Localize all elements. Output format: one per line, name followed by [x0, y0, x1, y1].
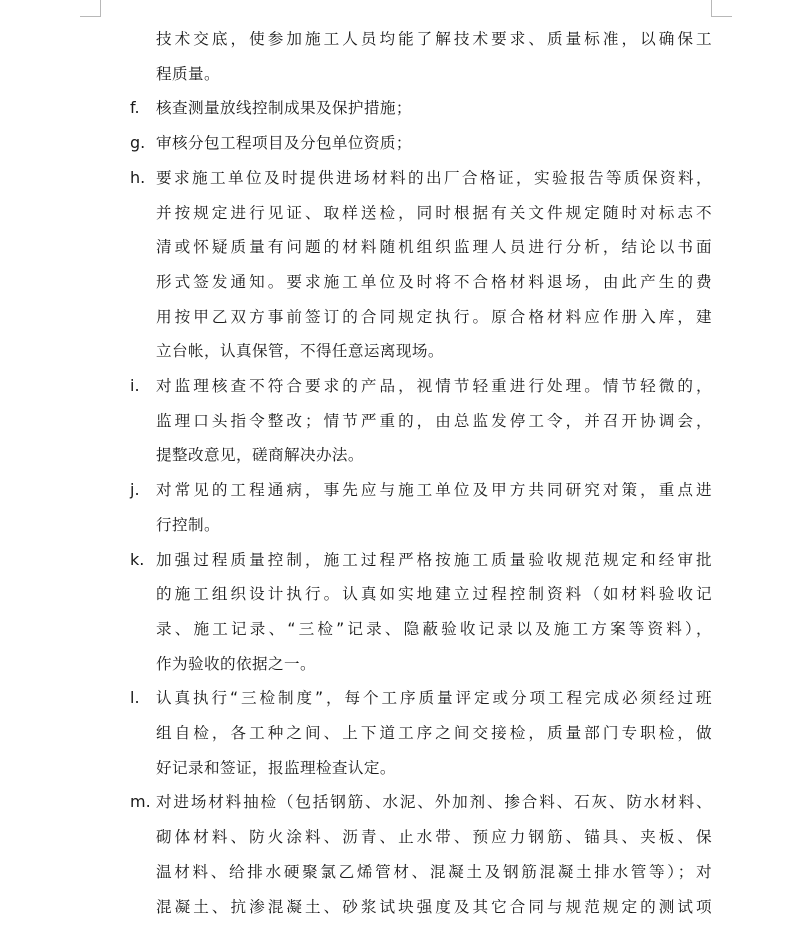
text-line: 对进场材料抽检（包括钢筋、水泥、外加剂、掺合料、石灰、防水材料、: [156, 793, 712, 812]
text-line: 要求施工单位及时提供进场材料的出厂合格证，实验报告等质保资料，: [156, 168, 712, 187]
list-marker: h.: [130, 167, 146, 187]
text-line: 立台帐，认真保管，不得任意运离现场。: [156, 342, 444, 361]
page-corner-mark-right: [711, 0, 732, 17]
list-marker: i.: [130, 376, 140, 396]
text-line: 技术交底，使参加施工人员均能了解技术要求、质量标准，以确保工: [156, 30, 712, 48]
text-line: 加强过程质量控制，施工过程严格按施工质量验收规范规定和经审批: [156, 550, 712, 569]
list-item-text: [156, 681, 712, 785]
text-line: 对监理核查不符合要求的产品，视情节轻重进行处理。情节轻微的，: [156, 377, 712, 396]
list-marker: f.: [130, 98, 140, 118]
list-marker: m.: [130, 792, 151, 812]
list-marker: k.: [130, 549, 145, 569]
list-item-text: [156, 369, 712, 473]
list-item-i: [130, 369, 712, 473]
text-line: 组自检，各工种之间、上下道工序之间交接检，质量部门专职检，做: [156, 724, 712, 743]
list-item-text: [156, 473, 712, 542]
list-marker: l.: [130, 688, 140, 708]
text-line: 作为验收的依据之一。: [156, 654, 316, 673]
text-line: 并按规定进行见证、取样送检，同时根据有关文件规定随时对标志不: [156, 203, 712, 222]
text-line: 形式签发通知。要求施工单位及时将不合格材料退场，由此产生的费: [156, 272, 712, 291]
text-line: 砌体材料、防火涂料、沥青、止水带、预应力钢筋、锚具、夹板、保: [156, 828, 712, 847]
page-corner-mark-left: [80, 0, 101, 17]
text-line: 用按甲乙双方事前签订的合同规定执行。原合格材料应作册入库，建: [156, 307, 712, 326]
list-item-h: [130, 161, 712, 369]
paragraph-text: [130, 22, 712, 91]
list-item-text: [156, 543, 712, 682]
text-line: 的施工组织设计执行。认真如实地建立过程控制资料（如材料验收记: [156, 585, 712, 604]
list-item-text: [156, 91, 712, 126]
text-line: 程质量。: [156, 64, 220, 83]
document-body: [130, 22, 712, 924]
list-marker: j.: [130, 480, 140, 500]
text-line: 混凝土、抗渗混凝土、砂浆试块强度及其它合同与规范规定的测试项: [156, 897, 712, 916]
list-item-text: [156, 161, 712, 369]
text-line: 温材料、给排水硬聚氯乙烯管材、混凝土及钢筋混凝土排水管等）；对: [156, 862, 712, 881]
text-line: 核查测量放线控制成果及保护措施；: [156, 99, 412, 118]
list-item-l: [130, 681, 712, 785]
text-line: 审核分包工程项目及分包单位资质；: [156, 134, 412, 153]
list-item-g: [130, 126, 712, 161]
text-line: 监理口头指令整改；情节严重的，由总监发停工令，并召开协调会，: [156, 411, 712, 430]
list-item-text: [156, 785, 712, 924]
text-line: 清或怀疑质量有问题的材料随机组织监理人员进行分析，结论以书面: [156, 238, 712, 257]
list-marker: g.: [130, 133, 146, 153]
text-line: 行控制。: [156, 515, 220, 534]
text-line: 提整改意见，磋商解决办法。: [156, 446, 364, 465]
text-line: 录、施工记录、“三检”记录、隐蔽验收记录以及施工方案等资料），: [156, 619, 712, 638]
paragraph-continuation: [130, 22, 712, 91]
list-item-m: [130, 785, 712, 924]
list-item-f: [130, 91, 712, 126]
list-item-k: [130, 543, 712, 682]
list-item-text: [156, 126, 712, 161]
text-line: 好记录和签证，报监理检查认定。: [156, 758, 396, 777]
text-line: 对常见的工程通病，事先应与施工单位及甲方共同研究对策，重点进: [156, 481, 712, 500]
list-item-j: [130, 473, 712, 542]
text-line: 认真执行“三检制度”，每个工序质量评定或分项工程完成必须经过班: [156, 689, 712, 708]
